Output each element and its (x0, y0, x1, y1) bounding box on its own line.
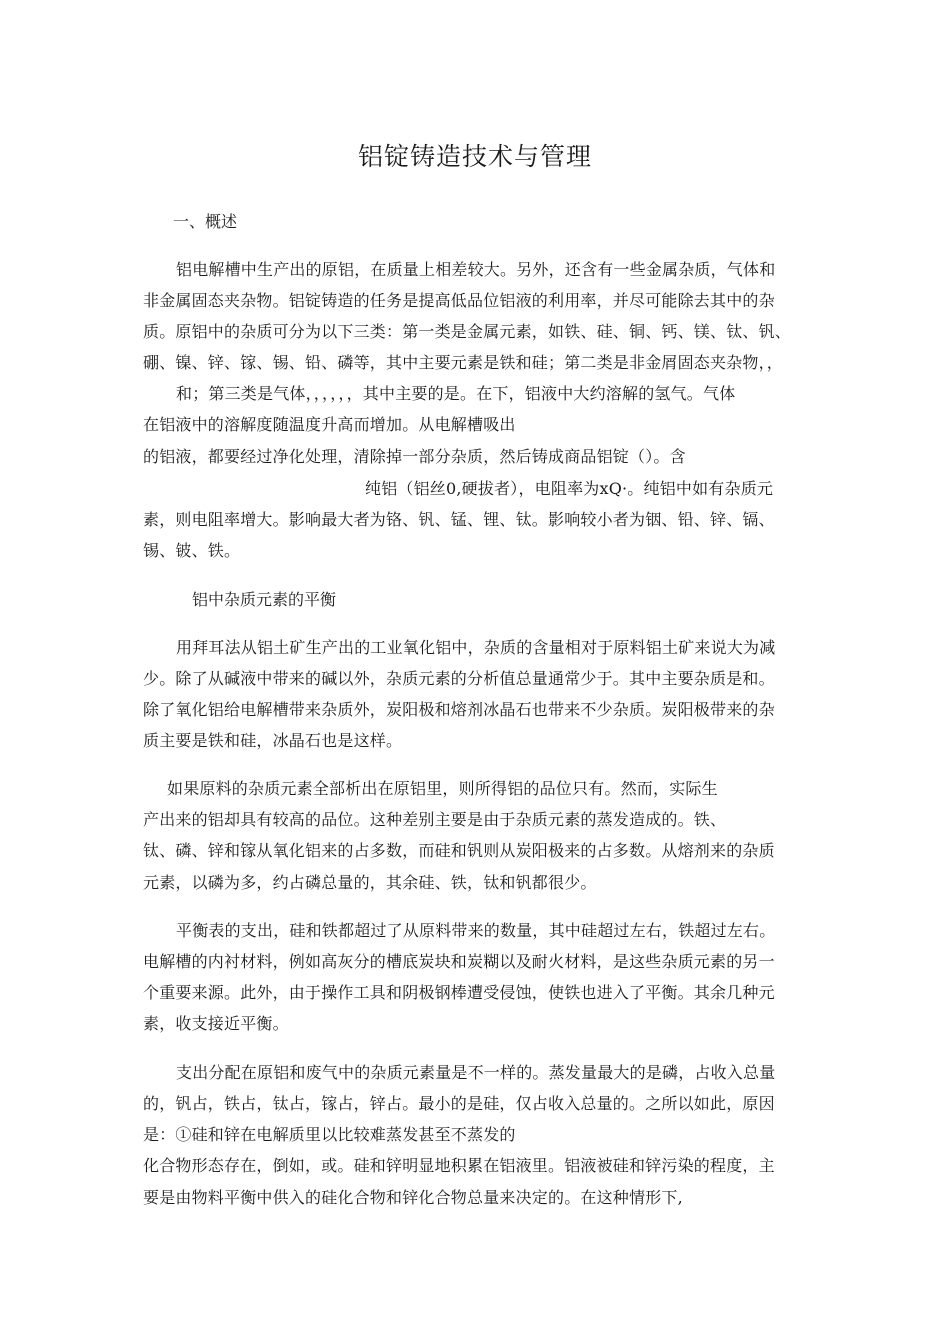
paragraph-line: 少。除了从碱液中带来的碱以外，杂质元素的分析值总量通常少于。其中主要杂质是和。 (143, 669, 775, 688)
paragraph-line: 除了氧化铝给电解槽带来杂质外，炭阳极和熔剂冰晶石也带来不少杂质。炭阳极带来的杂 (143, 700, 775, 719)
paragraph-line: 非金属固态夹杂物。铝锭铸造的任务是提高低品位铝液的利用率，并尽可能除去其中的杂 (143, 291, 775, 310)
document-title: 铝锭铸造技术与管理 (357, 142, 592, 171)
paragraph-line: 用拜耳法从铝土矿生产出的工业氧化铝中，杂质的含量相对于原料铝土矿来说大为减 (176, 638, 776, 657)
paragraph-line: 铝电解槽中生产出的原铝，在质量上相差较大。另外，还含有一些金属杂质，气体和 (176, 260, 776, 279)
paragraph-line: 要是由物料平衡中供入的硅化合物和锌化合物总量来决定的。在这种情形下, (143, 1188, 683, 1207)
paragraph-line: 个重要来源。此外，由于操作工具和阴极钢棒遭受侵蚀，使铁也进入了平衡。其余几种元 (143, 983, 775, 1002)
section-heading-impurity-balance: 铝中杂质元素的平衡 (192, 590, 337, 609)
paragraph-line: 的铝液，都要经过净化处理，清除掉一部分杂质，然后铸成商品铝锭（）。含 (143, 447, 686, 466)
paragraph-line: 质主要是铁和硅，冰晶石也是这样。 (143, 731, 403, 750)
paragraph-line: 钛、磷、锌和镓从氧化铝来的占多数，而硅和钒则从炭阳极来的占多数。从熔剂来的杂质 (143, 841, 775, 860)
paragraph-line: 的，钒占，铁占，钛占，镓占，锌占。最小的是硅，仅占收入总量的。之所以如此，原因 (143, 1094, 775, 1113)
paragraph-line: 硼、镍、锌、镓、锡、铅、磷等，其中主要元素是铁和硅；第二类是非金屑固态夹杂物，， (143, 353, 784, 372)
paragraph-line: 元素，以磷为多，约占磷总量的，其余硅、铁，钛和钒都很少。 (143, 873, 597, 892)
paragraph-line: 平衡表的支出，硅和铁都超过了从原料带来的数量，其中硅超过左右，铁超过左右。 (176, 921, 776, 940)
paragraph-line: 纯铝（铝丝0,硬拔者），电阻率为xQ·。纯铝中如有杂质元 (365, 479, 774, 498)
paragraph-line: 支出分配在原铝和废气中的杂质元素量是不一样的。蒸发量最大的是磷，占收入总量 (176, 1063, 776, 1082)
paragraph-line: 素，则电阻率增大。影响最大者为铬、钒、锰、锂、钛。影响较小者为铟、铅、锌、镉、 (143, 510, 775, 529)
paragraph-line: 锡、铍、铁。 (143, 541, 241, 560)
paragraph-line: 和；第三类是气体，，，，，，其中主要的是。在下，铝液中大约溶解的氢气。气体 (176, 384, 736, 403)
paragraph-line: 在铝液中的溶解度随温度升高而增加。从电解槽吸出 (143, 415, 516, 434)
paragraph-line: 质。原铝中的杂质可分为以下三类：第一类是金属元素，如铁、硅、铜、钙、镁、钛、钒、 (143, 322, 792, 341)
paragraph-line: 素，收支接近平衡。 (143, 1014, 289, 1033)
section-heading-overview: 一、概述 (173, 212, 238, 231)
paragraph-line: 电解槽的内衬材料，例如高灰分的槽底炭块和炭糊以及耐火材料，是这些杂质元素的另一 (143, 952, 775, 971)
paragraph-line: 是：①硅和锌在电解质里以比较难蒸发甚至不蒸发的 (143, 1125, 516, 1144)
paragraph-line: 产出来的铝却具有较高的品位。这种差别主要是由于杂质元素的蒸发造成的。铁、 (143, 810, 727, 829)
paragraph-line: 化合物形态存在，倒如，或。硅和锌明显地积累在铝液里。铝液被硅和锌污染的程度，主 (143, 1156, 775, 1175)
paragraph-line: 如果原料的杂质元素全部析出在原铝里，则所得铝的品位只有。然而，实际生 (167, 779, 718, 798)
